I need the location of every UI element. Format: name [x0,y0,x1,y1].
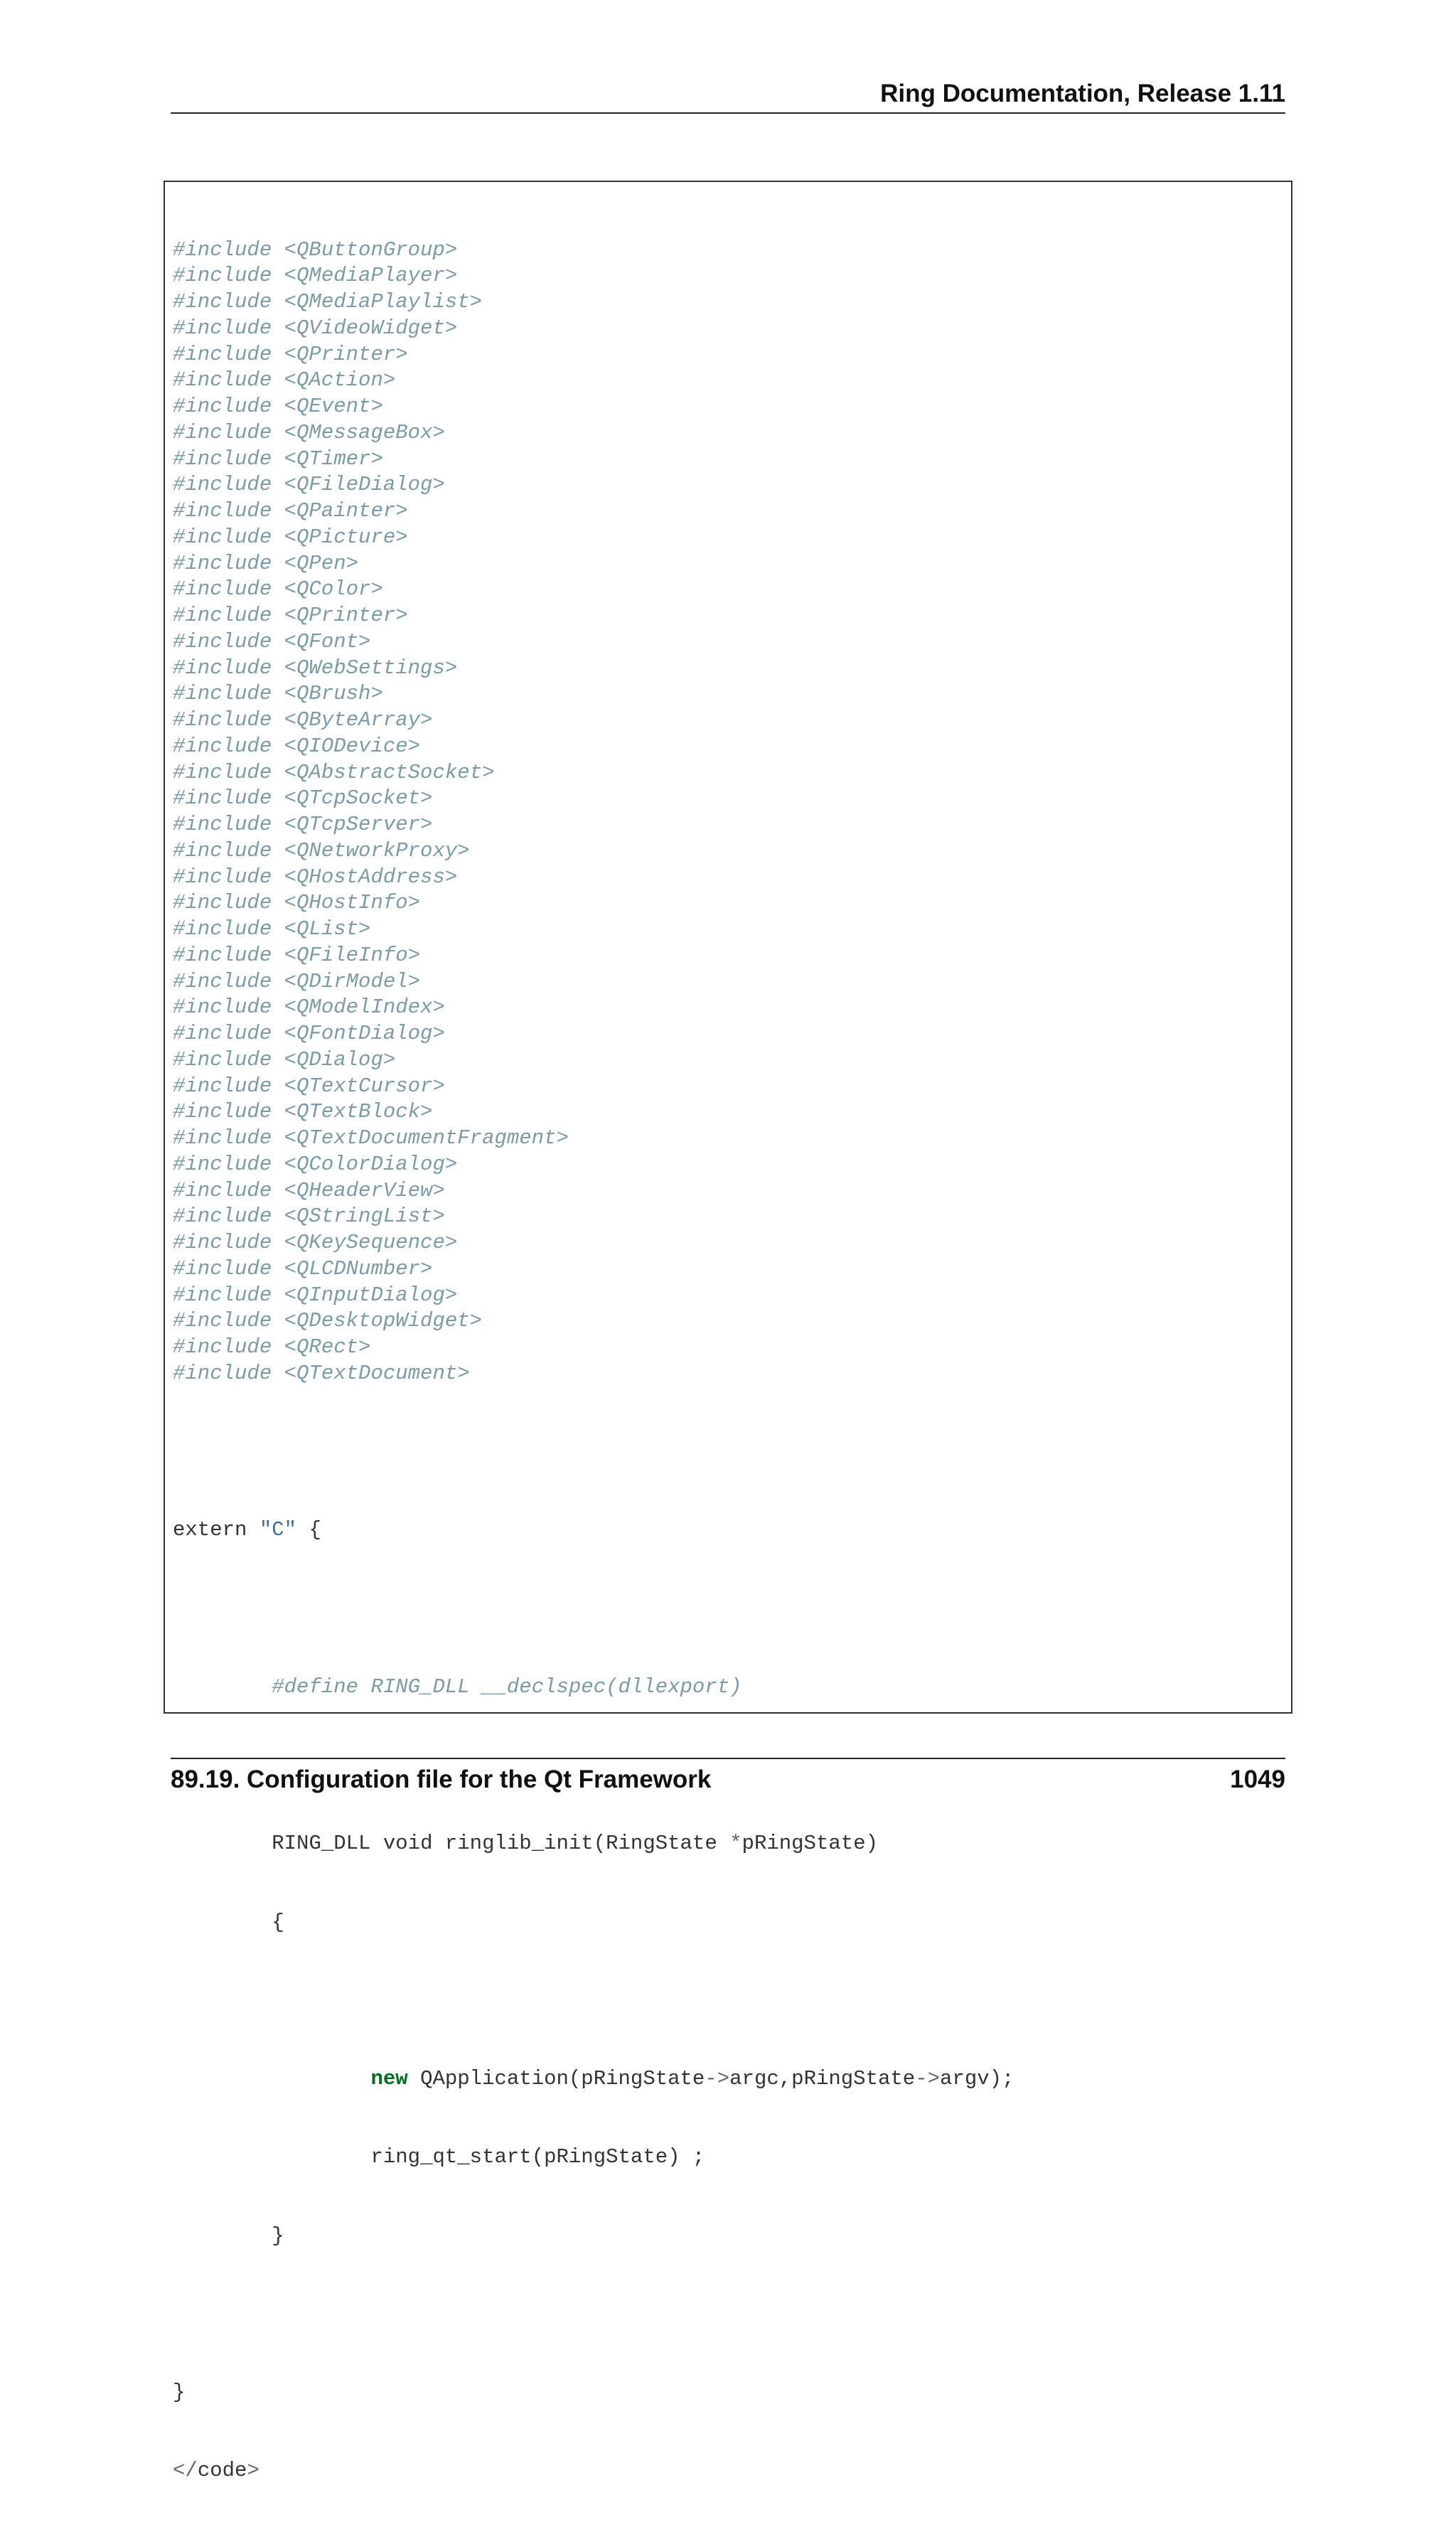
include-line [173,1204,1014,1230]
include-line [173,917,1014,943]
include-directive: #include <QList> [173,917,371,941]
include-directive: #include <QBrush> [173,682,383,706]
include-directive: #include <QAction> [173,368,396,392]
start-call: ring_qt_start(pRingState) ; [370,2145,705,2169]
arrow-operator: -> [705,2067,730,2090]
footer-section-title: 89.19. Configuration file for the Qt Framework [171,1766,712,1793]
close-brace-inner: } [272,2223,284,2248]
include-directive: #include <QIODevice> [173,734,421,758]
end-tag-name: code [197,2459,247,2483]
close-brace-outer: } [173,2381,186,2404]
include-line [173,838,1014,865]
include-directive: #include <QTimer> [173,447,383,471]
include-directive: #include <QKeySequence> [173,1231,458,1254]
include-directive: #include <QTextDocumentFragment> [173,1126,569,1150]
include-line [173,551,1014,577]
footer-divider [171,1758,1285,1759]
include-line [173,656,1014,682]
include-line [173,681,1014,707]
end-tag-open: </ [173,2459,198,2483]
extern-line [173,1517,1014,1544]
include-line [173,1230,1014,1256]
blank-line [173,1439,1014,1465]
include-directive: #include <QFontDialog> [173,1022,445,1045]
include-directive: #include <QHeaderView> [173,1178,445,1202]
qapplication-args: argc,pRingState [729,2067,916,2090]
include-line [173,969,1014,995]
include-line [173,1099,1014,1126]
include-directive: #include <QPrinter> [173,342,408,366]
define-directive: #define RING_DLL __declspec(dllexport) [272,1675,742,1699]
include-directive: #include <QAbstractSocket> [173,760,495,784]
include-line [173,1074,1014,1100]
include-directive: #include <QModelIndex> [173,995,445,1020]
include-directive: #include <QTextDocument> [173,1361,470,1385]
include-line [173,1283,1014,1309]
close-brace-outer-line [173,2380,1014,2406]
include-line [173,394,1014,420]
include-directive: #include <QPen> [173,551,359,575]
include-directive: #include <QMediaPlaylist> [173,290,483,314]
include-directive: #include <QColorDialog> [173,1152,458,1176]
include-line [173,472,1014,498]
include-directive: #include <QPicture> [173,525,408,549]
include-line [173,890,1014,917]
include-directive: #include <QRect> [173,1335,371,1359]
include-line [173,237,1014,264]
include-line [173,1308,1014,1335]
include-directive: #include <QInputDialog> [173,1283,458,1307]
close-brace-inner-line [173,2223,1014,2250]
include-line [173,368,1014,394]
include-directive: #include <QFileInfo> [173,943,421,967]
include-line [173,995,1014,1021]
end-code-tag-line [173,2458,1014,2484]
include-directive: #include <QTextBlock> [173,1100,433,1124]
include-line [173,603,1014,629]
include-directive: #include <QFileDialog> [173,473,445,497]
include-line [173,1126,1014,1152]
header-divider [171,112,1285,114]
include-directive: #include <QStringList> [173,1205,445,1229]
page-number: 1049 [1230,1766,1285,1793]
include-line [173,760,1014,786]
new-keyword: new [370,2067,408,2090]
arrow-operator: -> [915,2067,941,2090]
include-line [173,577,1014,603]
include-line [173,786,1014,812]
include-line [173,525,1014,551]
include-directive: #include <QDesktopWidget> [173,1309,483,1333]
include-directive: #include <QNetworkProxy> [173,838,470,862]
include-directive: #include <QVideoWidget> [173,316,458,340]
qapplication-line [173,2066,1014,2093]
define-line [173,1675,1014,1701]
include-directive: #include <QColor> [173,577,383,602]
include-directive: #include <QMessageBox> [173,420,445,444]
include-directive: #include <QTcpServer> [173,813,433,836]
include-directive: #include <QLCDNumber> [173,1256,433,1281]
include-directive: #include <QWebSettings> [173,656,458,680]
include-line [173,1335,1014,1361]
include-directive: #include <QButtonGroup> [173,237,458,262]
include-directive: #include <QTextCursor> [173,1074,445,1098]
include-directive: #include <QByteArray> [173,708,433,732]
include-line [173,263,1014,289]
include-list [173,237,1014,1387]
end-tag-close: > [247,2459,259,2483]
include-line [173,289,1014,316]
include-line [173,1021,1014,1047]
include-line [173,1361,1014,1387]
include-line [173,342,1014,368]
include-line [173,1178,1014,1205]
page-header: Ring Documentation, Release 1.11 [880,80,1285,107]
include-line [173,420,1014,447]
include-directive: #include <QDirModel> [173,969,421,993]
include-line [173,316,1014,342]
function-param: pRingState) [742,1832,878,1856]
open-brace: { [272,1910,284,1934]
include-directive: #include <QFont> [173,629,371,653]
extern-brace: { [296,1518,321,1542]
extern-string: "C" [259,1518,297,1542]
include-directive: #include <QHostInfo> [173,891,421,915]
include-directive: #include <QPainter> [173,499,408,523]
qapplication-end: argv); [940,2067,1015,2090]
pointer-star: * [729,1832,742,1856]
include-line [173,1256,1014,1283]
blank-line [173,2302,1014,2328]
extern-keyword: extern [173,1518,259,1542]
code-content [173,185,1014,2537]
include-line [173,498,1014,525]
blank-line [173,1596,1014,1623]
include-directive: #include <QPrinter> [173,604,408,627]
include-line [173,812,1014,838]
qapplication-call: QApplication(pRingState [407,2067,705,2090]
include-directive: #include <QEvent> [173,395,383,418]
include-directive: #include <QTcpSocket> [173,786,433,811]
include-line [173,943,1014,969]
include-line [173,447,1014,473]
include-line [173,1047,1014,1074]
open-brace-line [173,1910,1014,1936]
include-line [173,1152,1014,1178]
function-signature: RING_DLL void ringlib_init(RingState [272,1832,730,1856]
blank-line [173,1988,1014,2014]
start-call-line [173,2145,1014,2171]
include-directive: #include <QMediaPlayer> [173,264,458,288]
include-line [173,734,1014,760]
include-line [173,865,1014,891]
include-directive: #include <QDialog> [173,1047,396,1072]
include-directive: #include <QHostAddress> [173,865,458,889]
function-signature-line [173,1831,1014,1857]
include-line [173,707,1014,734]
include-line [173,629,1014,656]
